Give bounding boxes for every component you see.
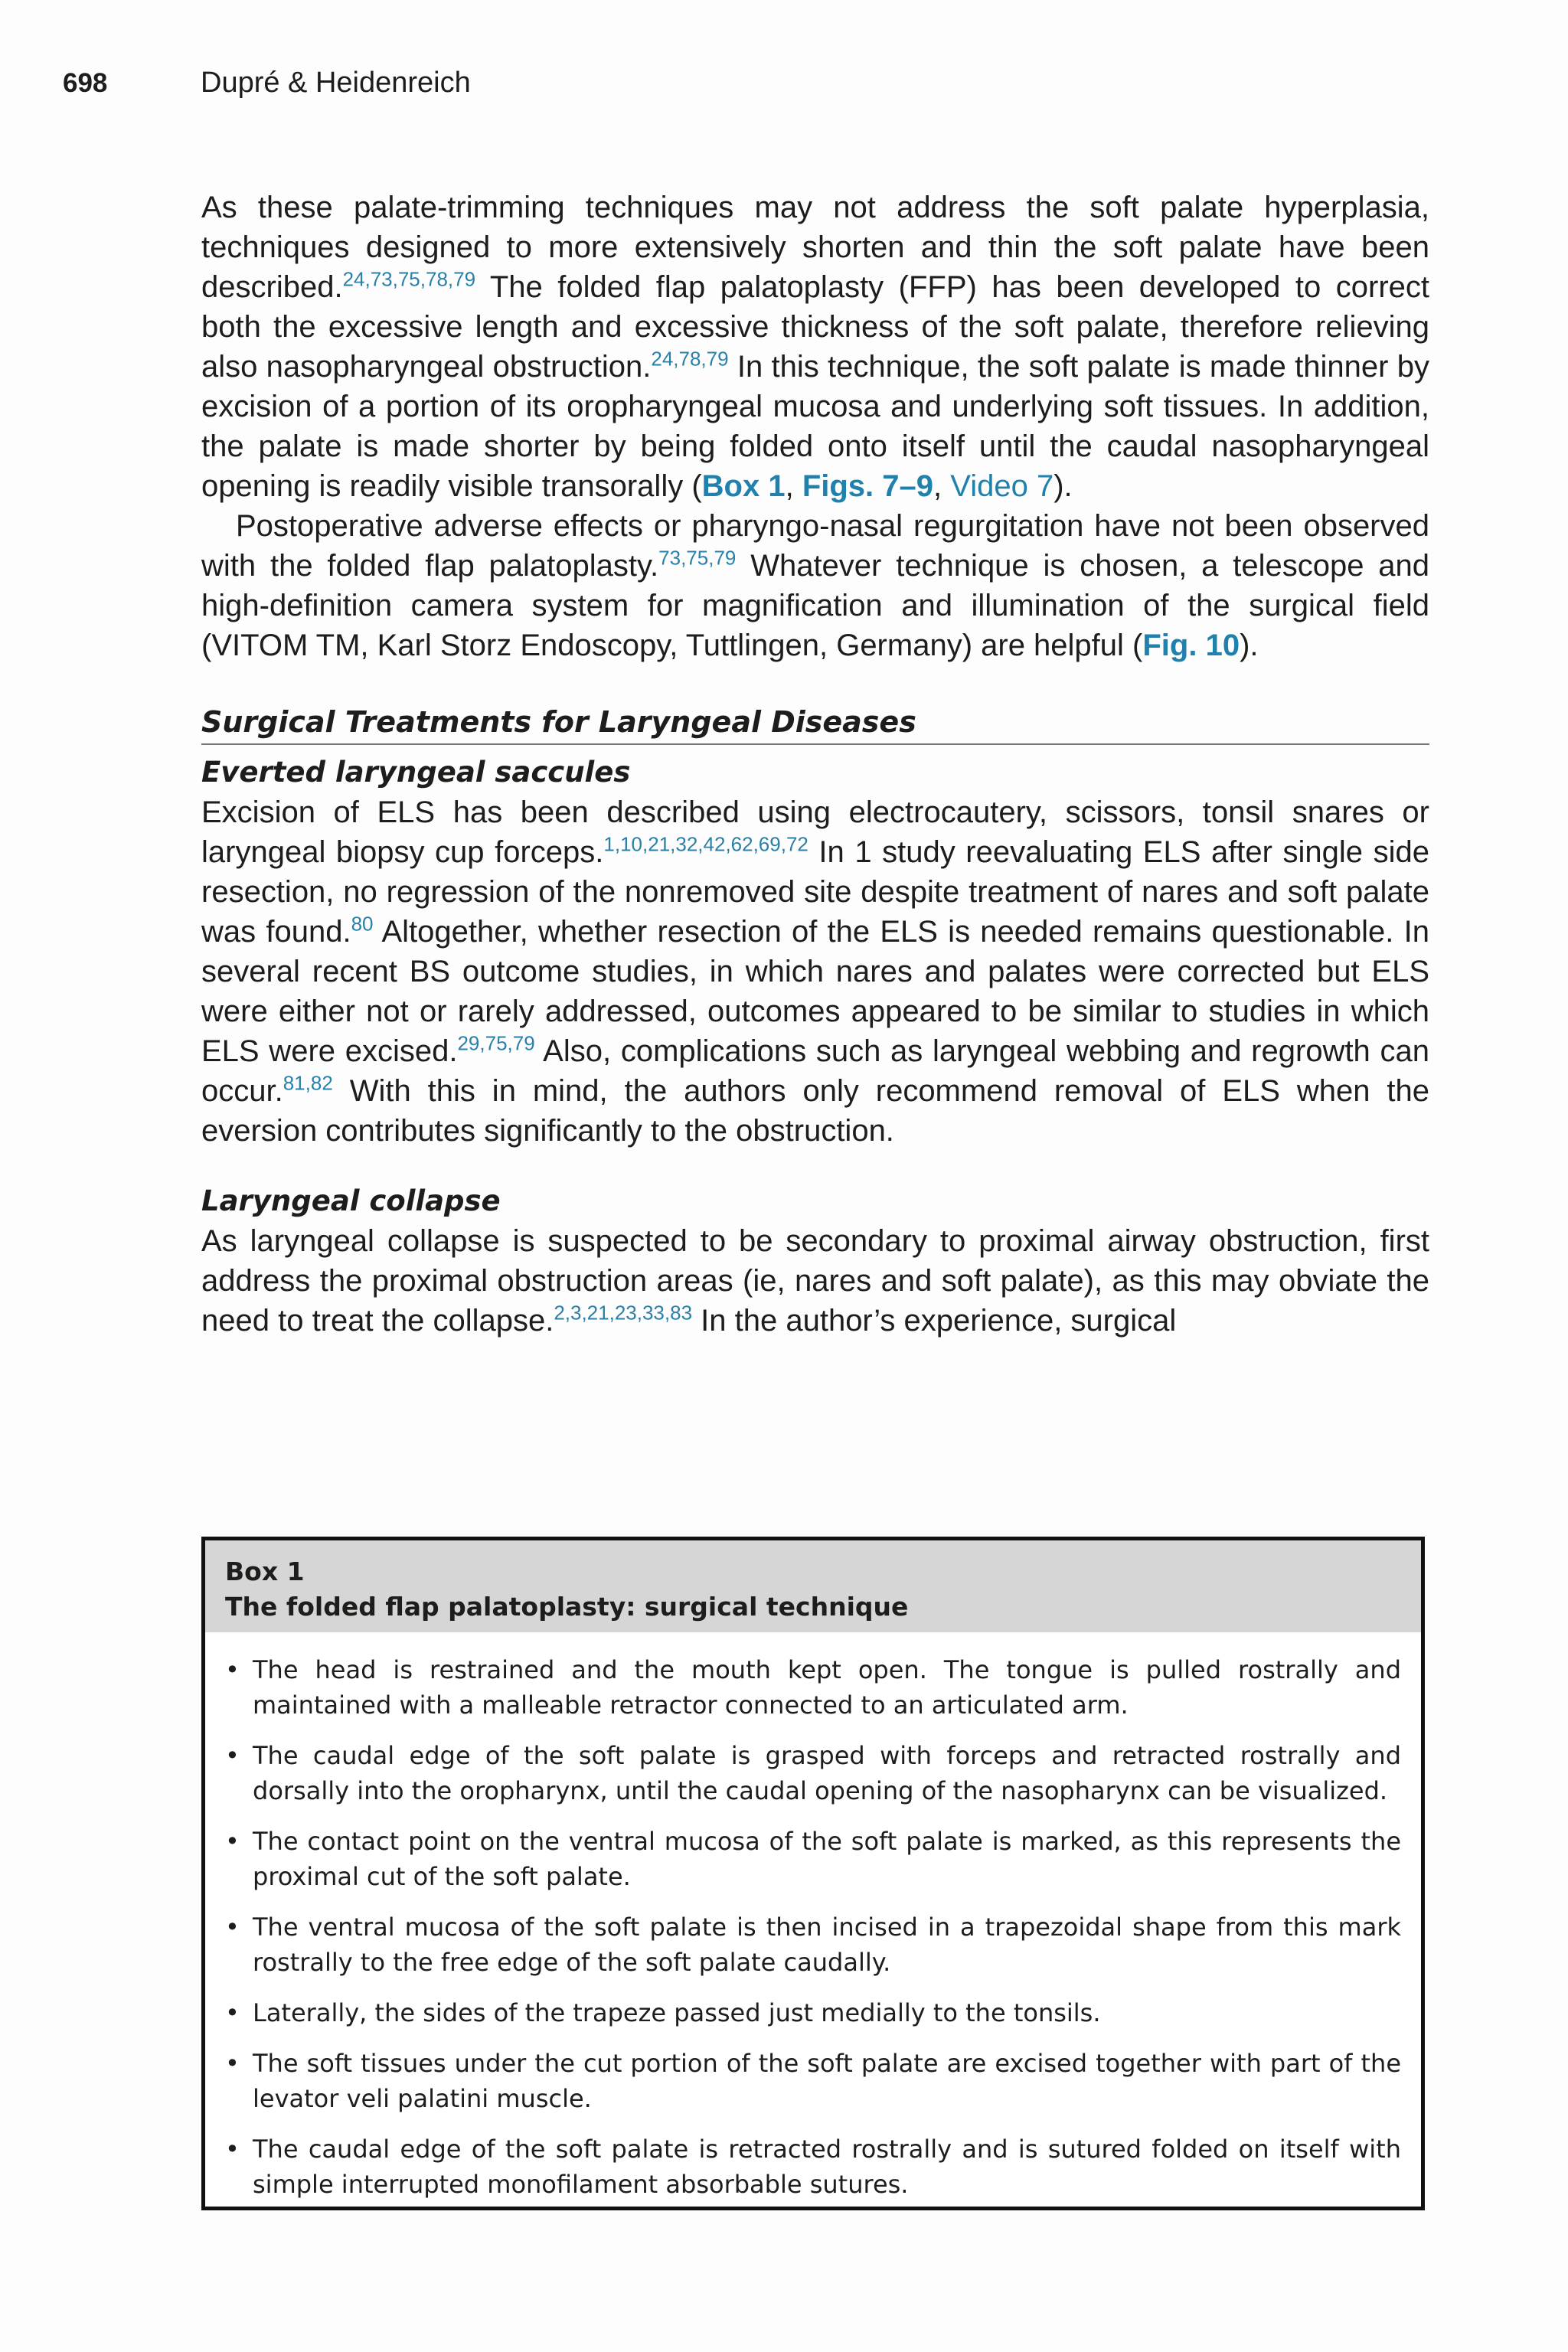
text-run: ).: [1240, 629, 1259, 662]
text-run: Excision of ELS has been described using electrocautery, scissors, tonsil snares or laryngeal biopsy cup forceps.: [201, 795, 1429, 869]
text-run: As these palate-trimming techniques may not address the soft palate hyperplasia, techniques designed to more extensively shorten and thin the soft palate have been described.: [201, 191, 1429, 304]
text-run: Also, complications such as laryngeal webbing and regrowth can occur.: [201, 1034, 1430, 1108]
text-run: ,: [785, 469, 802, 503]
text-run: With this in mind, the authors only recommend removal of ELS when the eversion contributes significantly to the obstruction.: [201, 1074, 1429, 1148]
box-item-text: The caudal edge of the soft palate is retracted rostrally and is sutured folded on itself with simple interrupted monofilament absorbable sutures.: [253, 2135, 1401, 2199]
subheading-everted-saccules: Everted laryngeal saccules: [201, 756, 631, 789]
text-run: The folded flap palatoplasty (FFP) has been developed to correct both the excessive length and excessive thickness of the soft palate, therefore relieving also nasopharyngeal obstruction.: [201, 270, 1429, 384]
text-run: ).: [1054, 469, 1073, 503]
text-run: In the author’s experience, surgical: [692, 1304, 1177, 1338]
fig-10-link[interactable]: Fig. 10: [1142, 629, 1240, 662]
bullet-icon: •: [225, 1998, 240, 2027]
box-list-item: [225, 1652, 1401, 1723]
box-list-item: [225, 2046, 1401, 2116]
text-run: As laryngeal collapse is suspected to be secondary to proximal airway obstruction, first address the proximal obstruction areas (ie, nares and soft palate), as this may obviate the need to treat the collapse.: [201, 1224, 1429, 1338]
box-item-text: Laterally, the sides of the trapeze passed just medially to the tonsils.: [253, 1998, 1101, 2027]
citation-superscript[interactable]: 81,82: [283, 1071, 333, 1095]
running-head: [63, 64, 471, 102]
box-list: [205, 1652, 1421, 2202]
bullet-icon: •: [225, 2049, 240, 2078]
citation-superscript[interactable]: 24,78,79: [651, 347, 729, 371]
citation-superscript[interactable]: 2,3,21,23,33,83: [554, 1301, 693, 1325]
box-header: [205, 1540, 1421, 1632]
text-run: Postoperative adverse effects or pharyngo-nasal regurgitation have not been observed with the folded flap palatoplasty.: [201, 509, 1429, 583]
video-7-link[interactable]: Video 7: [950, 469, 1054, 503]
box-list-item: [225, 1824, 1401, 1894]
paragraph-ffp-intro: [201, 188, 1429, 506]
bullet-icon: •: [225, 1913, 240, 1942]
running-head-authors: Dupré & Heidenreich: [201, 67, 471, 99]
paragraph-collapse: [201, 1221, 1429, 1341]
box-item-text: The ventral mucosa of the soft palate is then incised in a trapezoidal shape from this mark rostrally to the free edge of the soft palate caudally.: [253, 1913, 1401, 1977]
page-number: 698: [63, 68, 108, 98]
box-1: [201, 1537, 1425, 2210]
subheading-laryngeal-collapse: Laryngeal collapse: [201, 1184, 501, 1217]
text-run: ,: [933, 469, 951, 503]
bullet-icon: •: [225, 1741, 240, 1770]
box-list-item: [225, 2132, 1401, 2202]
section-heading: Surgical Treatments for Laryngeal Diseases: [201, 704, 1429, 745]
bullet-icon: •: [225, 1655, 240, 1684]
citation-superscript[interactable]: 73,75,79: [658, 546, 737, 570]
text-run: In this technique, the soft palate is made thinner by excision of a portion of its oropharyngeal mucosa and underlying soft tissues. In addition, the palate is made shorter by being folded onto itself until the caudal nasopharyngeal opening is readily visible transorally (: [201, 350, 1429, 503]
box-list-item: [225, 1995, 1401, 2030]
box-item-text: The caudal edge of the soft palate is grasped with forceps and retracted rostrally and dorsally into the oropharynx, until the caudal opening of the nasopharynx can be visualized.: [253, 1741, 1401, 1805]
box-list-item: [225, 1738, 1401, 1808]
citation-superscript[interactable]: 80: [351, 912, 374, 936]
text-run: In 1 study reevaluating ELS after single side resection, no regression of the nonremoved site despite treatment of nares and soft palate was found.: [201, 835, 1429, 949]
box-item-text: The soft tissues under the cut portion of the soft palate are excised together with part of the levator veli palatini muscle.: [253, 2049, 1401, 2113]
figs-7-9-link[interactable]: Figs. 7–9: [802, 469, 934, 503]
citation-superscript[interactable]: 29,75,79: [457, 1031, 535, 1055]
box-item-text: The contact point on the ventral mucosa of the soft palate is marked, as this represents the proximal cut of the soft palate.: [253, 1827, 1401, 1891]
paragraph-postoperative: [201, 506, 1429, 665]
bullet-icon: •: [225, 1827, 240, 1856]
box-1-link[interactable]: Box 1: [701, 469, 786, 503]
text-run: Altogether, whether resection of the ELS is needed remains questionable. In several recent BS outcome studies, in which nares and palates were corrected but ELS were either not or rarely addressed, outcomes appeared to be similar to studies in which ELS were excised.: [201, 915, 1429, 1068]
paragraph-els: [201, 792, 1429, 1151]
citation-superscript[interactable]: 1,10,21,32,42,62,69,72: [603, 832, 808, 856]
box-list-item: [225, 1909, 1401, 1980]
box-title: The folded flap palatoplasty: surgical technique: [225, 1592, 909, 1622]
box-label: Box 1: [225, 1557, 305, 1586]
citation-superscript[interactable]: 24,73,75,78,79: [342, 267, 476, 291]
text-run: Whatever technique is chosen, a telescope and high-definition camera system for magnification and illumination of the surgical field (VITOM TM, Karl Storz Endoscopy, Tuttlingen, Germany) are helpful (: [201, 549, 1430, 662]
article-body: [201, 188, 1429, 1341]
box-item-text: The head is restrained and the mouth kept open. The tongue is pulled rostrally and maintained with a malleable retractor connected to an articulated arm.: [253, 1655, 1401, 1720]
bullet-icon: •: [225, 2135, 240, 2164]
